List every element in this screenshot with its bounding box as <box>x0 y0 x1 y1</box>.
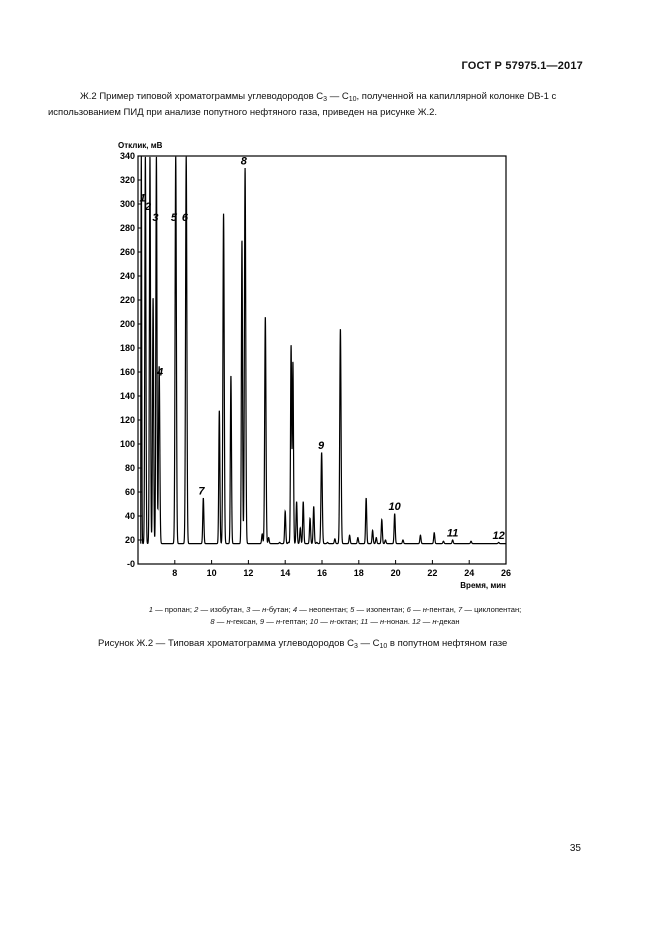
peak-label-3: 3 <box>152 211 159 224</box>
intro-line-1 <box>80 90 590 106</box>
x-tick-label: 10 <box>206 568 217 578</box>
y-tick-label: 280 <box>119 223 135 233</box>
peak-label-1: 1 <box>139 192 146 205</box>
legend-item-2: 2 — изобутан, <box>194 605 244 614</box>
intro-sub-1: 3 <box>323 96 328 103</box>
page-number: 35 <box>569 843 581 854</box>
intro-text-c: , полученной на капиллярной колонке DB-1 с <box>356 91 557 102</box>
x-tick-label: 16 <box>316 568 328 578</box>
x-tick-label: 8 <box>172 568 178 578</box>
peak-label-8: 8 <box>240 155 247 168</box>
legend-item-3: 3 — н-бутан; <box>246 605 291 614</box>
chromatogram-trace <box>141 156 506 544</box>
x-tick-label: 26 <box>500 568 512 578</box>
y-tick-label: 260 <box>119 247 135 257</box>
legend-item-12: 12 — н-декан <box>412 617 460 626</box>
y-tick-label: 100 <box>119 439 135 449</box>
x-tick-label: 18 <box>353 568 364 578</box>
y-tick-label: 40 <box>124 511 135 521</box>
y-tick-label: -0 <box>126 559 135 569</box>
legend-line-2 <box>80 616 590 628</box>
x-tick-label: 24 <box>464 568 475 578</box>
intro-line-2: использованием ПИД при анализе попутного нефтяного газа, приведен на рисунке Ж.2. <box>48 107 438 118</box>
caption-sub-1: 3 <box>353 643 358 650</box>
intro-text-a: Ж.2 Пример типовой хроматограммы углеводородов С <box>80 91 324 102</box>
figure-caption <box>98 638 507 650</box>
x-tick-label: 12 <box>243 568 254 578</box>
legend-item-4: 4 — неопентан; <box>292 605 349 614</box>
x-tick-label: 14 <box>280 568 291 578</box>
legend-item-1: 1 — пропан; <box>148 605 192 614</box>
chromatogram-chart <box>100 132 520 592</box>
peak-label-12: 12 <box>492 529 505 542</box>
legend-item-7: 7 — циклопентан; <box>458 605 522 614</box>
peak-label-7: 7 <box>198 485 205 498</box>
y-tick-label: 120 <box>119 415 135 425</box>
caption-text-c: в попутном нефтяном газе <box>387 638 508 649</box>
x-axis-label: Время, мин <box>460 581 506 590</box>
intro-paragraph <box>48 90 590 119</box>
y-tick-label: 140 <box>119 391 135 401</box>
legend-item-8: 8 — н-гексан, <box>210 617 258 626</box>
y-tick-label: 200 <box>119 319 135 329</box>
legend-item-5: 5 — изопентан; <box>350 605 405 614</box>
caption-sub-2: 10 <box>379 643 388 650</box>
y-tick-label: 300 <box>119 199 135 209</box>
caption-text-a: Рисунок Ж.2 — Типовая хроматограмма углеводородов С <box>98 638 354 649</box>
y-tick-label: 240 <box>119 271 135 281</box>
legend-item-10: 10 — н-октан; <box>309 617 359 626</box>
peak-label-5: 5 <box>170 211 177 224</box>
legend-item-11: 11 — н-нонан. <box>360 617 410 626</box>
x-tick-label: 20 <box>390 568 401 578</box>
peak-label-2: 2 <box>145 201 152 213</box>
y-axis-label: Отклик, мВ <box>118 141 163 150</box>
document-header-standard: ГОСТ Р 57975.1—2017 <box>461 60 583 72</box>
y-tick-label: 320 <box>119 175 135 185</box>
y-tick-label: 160 <box>119 367 135 377</box>
legend-line-1 <box>80 604 590 616</box>
legend-item-6: 6 — н-пентан, <box>406 605 456 614</box>
y-tick-label: 80 <box>124 463 135 473</box>
y-tick-label: 340 <box>119 151 135 161</box>
peak-legend <box>80 604 590 628</box>
legend-item-9: 9 — н-гептан; <box>259 617 308 626</box>
caption-text-b: — С <box>357 638 380 649</box>
peak-label-6: 6 <box>181 211 188 224</box>
peak-label-11: 11 <box>446 527 459 540</box>
y-tick-label: 220 <box>119 295 135 305</box>
peak-label-9: 9 <box>318 439 325 452</box>
intro-text-b: — С <box>327 91 349 102</box>
peak-label-4: 4 <box>157 366 164 379</box>
peak-label-10: 10 <box>388 501 401 513</box>
x-tick-label: 22 <box>427 568 438 578</box>
y-tick-label: 20 <box>124 535 135 545</box>
y-tick-label: 60 <box>124 487 135 497</box>
y-tick-label: 180 <box>119 343 135 353</box>
intro-sub-2: 10 <box>348 96 357 103</box>
